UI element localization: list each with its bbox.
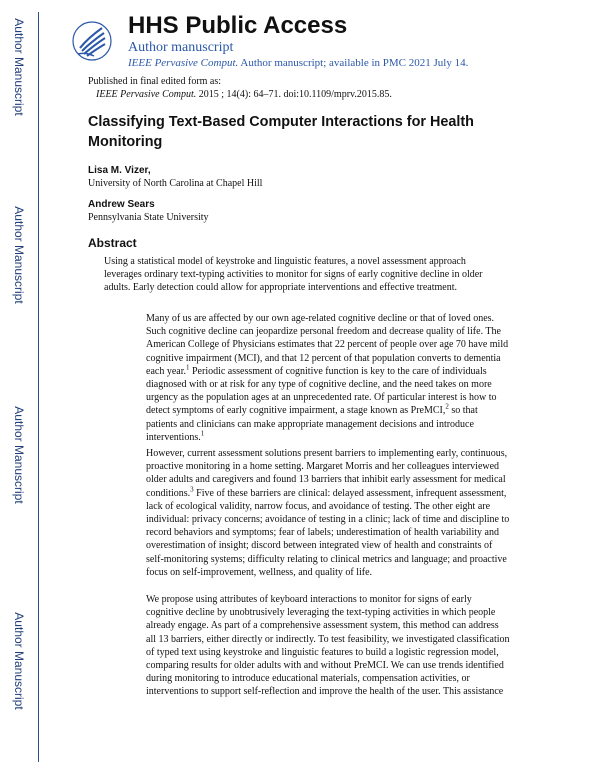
article-title: Classifying Text-Based Computer Interactions for Health Monitoring — [88, 114, 474, 150]
side-label-2: Author Manuscript — [12, 206, 26, 304]
author-block-1 — [88, 164, 262, 190]
side-label-1: Author Manuscript — [12, 18, 26, 116]
margin-rule — [38, 12, 39, 762]
publication-label: Published in final edited form as: — [88, 76, 222, 87]
author-name: Lisa M. Vizer, — [88, 165, 151, 176]
author-affiliation: Pennsylvania State University — [88, 212, 209, 223]
abstract-text: Using a statistical model of keystroke and linguistic features, a novel assessment approach leverages ordinary text-typing activities to monitor for signs of early cognitive decline in older adults. Early detection could allow for appropriate interventions and effective treatment. — [104, 256, 483, 293]
body-paragraph-1: Many of us are affected by our own age-related cognitive decline or that of loved ones. Such cognitive decline can jeopardize personal freedom and decrease quality of life. The American College of Physicians estimates that 22 percent of people over age 70 have mild cognitive impairment (MCI), and that 12 percent of that population converts to dementia each year.$^1$ Periodic assessment of cognitive function is key to the care of individuals diagnosed with or at risk for any type of cognitive decline, and the need takes on more urgency as the population ages at an unprecedented rate. Of particular interest is how to detect symptoms of early cognitive impairment, a stage known as PreMCI,$^2$ so that patients and clinicians can make appropriate management decisions and introduce interventions.$^1$ — [146, 313, 509, 443]
hhs-eagle-logo-icon — [72, 18, 112, 64]
body-paragraph-3: We propose using attributes of keyboard interactions to monitor for signs of early cognitive decline by unobtrusively leveraging the text-typing activities in which people already engage. As part of a comprehensive assessment system, this method can address all 13 barriers, either directly or indirectly. To test feasibility, we investigated classification of typed text using keystroke and linguistic features to build a logistic regression model, comparing results for older adults with and without PreMCI. We can use trends identified during monitoring to introduce educational materials, compensation activities, or interventions to support self-reflection and improve the health of the user. This assistance — [146, 594, 510, 698]
author-name: Andrew Sears — [88, 199, 155, 210]
body-paragraph-2: However, current assessment solutions present barriers to implementing early, continuous, proactive monitoring in a home setting. Margaret Morris and her colleagues interviewed older adults and caregivers and found 13 barriers that inhibit early assessment for medical conditions.$^3$ Five of these barriers are clinical: delayed assessment, infrequent assessment, lack of ecological validity, narrow focus, and avoidance of testing. The other eight are individual: privacy concerns; avoidance of testing in a clinic; lack of time and discipline to record behaviors and symptoms; fear of labels; underestimation of health variability and overestimation of insight; discord between integrated view of health and constraints of self-monitoring systems; difficulty relating to clinical metrics and language; and proactive focus on self-improvement, wellness, and quality of life. — [146, 448, 510, 578]
publication-citation: IEEE Pervasive Comput. 2015 ; 14(4): 64–71. doi:10.1109/mprv.2015.85. — [96, 89, 392, 100]
header-citation: IEEE Pervasive Comput. Author manuscript; available in PMC 2021 July 14. — [128, 57, 469, 69]
side-label-4: Author Manuscript — [12, 612, 26, 710]
side-label-3: Author Manuscript — [12, 406, 26, 504]
manuscript-label: Author manuscript — [128, 40, 234, 55]
author-block-2 — [88, 198, 209, 224]
author-affiliation: University of North Carolina at Chapel Hill — [88, 178, 263, 189]
publication-info — [88, 75, 392, 101]
page-title: HHS Public Access — [128, 12, 348, 39]
abstract-heading: Abstract — [88, 236, 137, 250]
